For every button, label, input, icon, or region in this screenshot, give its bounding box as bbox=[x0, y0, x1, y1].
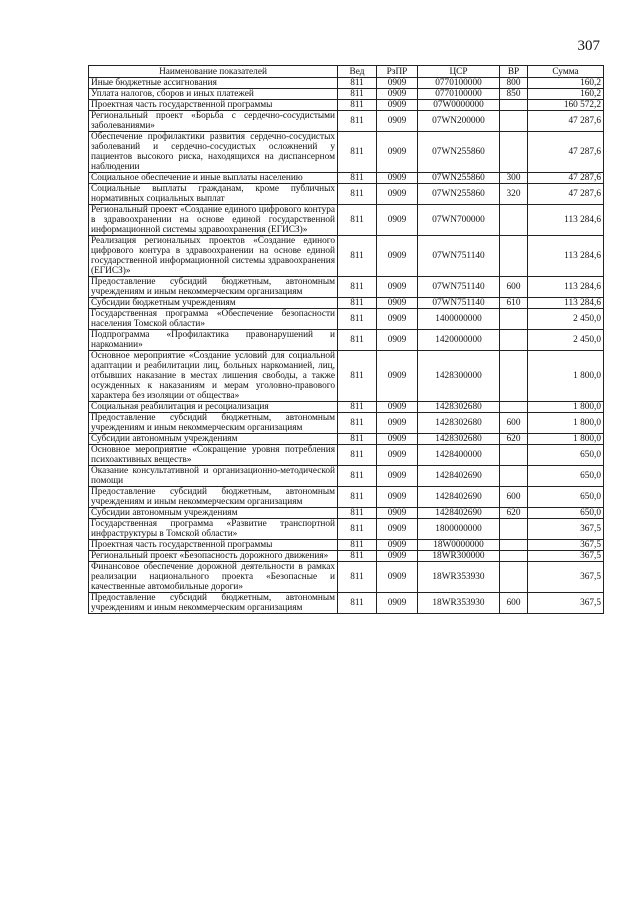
table-row bbox=[89, 487, 604, 508]
cell-csr: 07WN255860 bbox=[418, 173, 500, 184]
table-row bbox=[89, 78, 604, 89]
cell-vr bbox=[500, 309, 528, 330]
cell-vr: 850 bbox=[500, 89, 528, 100]
table-row bbox=[89, 562, 604, 593]
cell-csr: 1428402690 bbox=[418, 487, 500, 508]
cell-name: Основное мероприятие «Создание условий для социальной адаптации и реабилитации лиц, больных наркоманией, лиц, отбывших наказание в местах лишения свободы, а также осужденных к наказаниям и мерам уголовно-правового характера без изоляции от общества» bbox=[89, 351, 338, 402]
cell-sum: 1 800,0 bbox=[528, 402, 604, 413]
table-row bbox=[89, 205, 604, 236]
cell-rzpr: 0909 bbox=[377, 111, 418, 132]
cell-sum: 650,0 bbox=[528, 466, 604, 487]
table-row bbox=[89, 434, 604, 445]
table-row bbox=[89, 298, 604, 309]
cell-csr: 07WN255860 bbox=[418, 132, 500, 173]
cell-name: Субсидии бюджетным учреждениям bbox=[89, 298, 338, 309]
table-body bbox=[89, 78, 604, 614]
cell-sum: 113 284,6 bbox=[528, 236, 604, 277]
cell-ved: 811 bbox=[338, 413, 377, 434]
table-row bbox=[89, 413, 604, 434]
cell-csr: 1428302680 bbox=[418, 434, 500, 445]
cell-name: Региональный проект «Борьба с сердечно-сосудистыми заболеваниями» bbox=[89, 111, 338, 132]
cell-sum: 160 572,2 bbox=[528, 100, 604, 111]
cell-name: Оказание консультативной и организационно-методической помощи bbox=[89, 466, 338, 487]
cell-rzpr: 0909 bbox=[377, 78, 418, 89]
cell-sum: 113 284,6 bbox=[528, 298, 604, 309]
cell-rzpr: 0909 bbox=[377, 89, 418, 100]
cell-csr: 07WN255860 bbox=[418, 184, 500, 205]
cell-rzpr: 0909 bbox=[377, 551, 418, 562]
cell-name: Уплата налогов, сборов и иных платежей bbox=[89, 89, 338, 100]
table-row bbox=[89, 309, 604, 330]
cell-ved: 811 bbox=[338, 351, 377, 402]
cell-csr: 1428300000 bbox=[418, 351, 500, 402]
cell-name: Социальная реабилитация и ресоциализация bbox=[89, 402, 338, 413]
cell-sum: 47 287,6 bbox=[528, 173, 604, 184]
table-row bbox=[89, 173, 604, 184]
cell-sum: 160,2 bbox=[528, 78, 604, 89]
cell-rzpr: 0909 bbox=[377, 173, 418, 184]
cell-vr: 610 bbox=[500, 298, 528, 309]
cell-sum: 113 284,6 bbox=[528, 277, 604, 298]
cell-name: Проектная часть государственной программы bbox=[89, 100, 338, 111]
cell-name: Субсидии автономным учреждениям bbox=[89, 508, 338, 519]
cell-csr: 07WN751140 bbox=[418, 298, 500, 309]
cell-name: Предоставление субсидий бюджетным, автономным учреждениям и иным некоммерческим организациям bbox=[89, 593, 338, 614]
page-number: 307 bbox=[577, 38, 600, 54]
cell-vr bbox=[500, 466, 528, 487]
cell-csr: 0770100000 bbox=[418, 89, 500, 100]
header-row bbox=[89, 66, 604, 78]
cell-sum: 1 800,0 bbox=[528, 413, 604, 434]
cell-ved: 811 bbox=[338, 100, 377, 111]
cell-ved: 811 bbox=[338, 309, 377, 330]
cell-csr: 07WN751140 bbox=[418, 236, 500, 277]
table-row bbox=[89, 100, 604, 111]
cell-vr bbox=[500, 445, 528, 466]
cell-ved: 811 bbox=[338, 89, 377, 100]
cell-sum: 650,0 bbox=[528, 445, 604, 466]
cell-rzpr: 0909 bbox=[377, 277, 418, 298]
cell-name: Предоставление субсидий бюджетным, автономным учреждениям и иным некоммерческим организациям bbox=[89, 277, 338, 298]
cell-name: Предоставление субсидий бюджетным, автономным учреждениям и иным некоммерческим организациям bbox=[89, 413, 338, 434]
cell-rzpr: 0909 bbox=[377, 508, 418, 519]
cell-vr bbox=[500, 562, 528, 593]
cell-sum: 47 287,6 bbox=[528, 132, 604, 173]
cell-ved: 811 bbox=[338, 562, 377, 593]
cell-rzpr: 0909 bbox=[377, 466, 418, 487]
cell-csr: 1428402690 bbox=[418, 508, 500, 519]
table-row bbox=[89, 89, 604, 100]
cell-rzpr: 0909 bbox=[377, 445, 418, 466]
header-rzpr: РзПР bbox=[377, 66, 418, 78]
budget-table bbox=[88, 65, 604, 614]
cell-sum: 47 287,6 bbox=[528, 111, 604, 132]
table-row bbox=[89, 132, 604, 173]
cell-ved: 811 bbox=[338, 593, 377, 614]
cell-csr: 07WN751140 bbox=[418, 277, 500, 298]
cell-csr: 1428402690 bbox=[418, 466, 500, 487]
table-row bbox=[89, 351, 604, 402]
cell-sum: 2 450,0 bbox=[528, 330, 604, 351]
cell-vr bbox=[500, 551, 528, 562]
cell-name: Обеспечение профилактики развития сердечно-сосудистых заболеваний и сердечно-сосудистых осложнений у пациентов высокого риска, находящихся на диспансерном наблюдении bbox=[89, 132, 338, 173]
cell-sum: 1 800,0 bbox=[528, 434, 604, 445]
cell-csr: 1400000000 bbox=[418, 309, 500, 330]
cell-rzpr: 0909 bbox=[377, 487, 418, 508]
cell-csr: 18W0000000 bbox=[418, 540, 500, 551]
cell-sum: 367,5 bbox=[528, 593, 604, 614]
cell-vr: 600 bbox=[500, 487, 528, 508]
cell-ved: 811 bbox=[338, 330, 377, 351]
cell-rzpr: 0909 bbox=[377, 562, 418, 593]
cell-ved: 811 bbox=[338, 173, 377, 184]
cell-ved: 811 bbox=[338, 277, 377, 298]
cell-rzpr: 0909 bbox=[377, 593, 418, 614]
cell-ved: 811 bbox=[338, 402, 377, 413]
cell-sum: 160,2 bbox=[528, 89, 604, 100]
cell-sum: 650,0 bbox=[528, 508, 604, 519]
cell-csr: 07W0000000 bbox=[418, 100, 500, 111]
cell-name: Субсидии автономным учреждениям bbox=[89, 434, 338, 445]
cell-sum: 367,5 bbox=[528, 562, 604, 593]
header-csr: ЦСР bbox=[418, 66, 500, 78]
cell-sum: 1 800,0 bbox=[528, 351, 604, 402]
table-row bbox=[89, 519, 604, 540]
header-sum: Сумма bbox=[528, 66, 604, 78]
cell-csr: 07WN700000 bbox=[418, 205, 500, 236]
cell-ved: 811 bbox=[338, 132, 377, 173]
cell-vr bbox=[500, 205, 528, 236]
cell-name: Реализация региональных проектов «Создание единого цифрового контура в здравоохранении на основе единой государственной информационной системы здравоохранения (ЕГИСЗ)» bbox=[89, 236, 338, 277]
cell-vr: 600 bbox=[500, 413, 528, 434]
cell-ved: 811 bbox=[338, 78, 377, 89]
cell-csr: 07WN200000 bbox=[418, 111, 500, 132]
cell-name: Социальные выплаты гражданам, кроме публичных нормативных социальных выплат bbox=[89, 184, 338, 205]
cell-name: Иные бюджетные ассигнования bbox=[89, 78, 338, 89]
cell-name: Предоставление субсидий бюджетным, автономным учреждениям и иным некоммерческим организациям bbox=[89, 487, 338, 508]
table-row bbox=[89, 402, 604, 413]
cell-vr bbox=[500, 402, 528, 413]
header-name: Наименование показателей bbox=[89, 66, 338, 78]
cell-name: Социальное обеспечение и иные выплаты населению bbox=[89, 173, 338, 184]
cell-csr: 18WR353930 bbox=[418, 562, 500, 593]
cell-vr bbox=[500, 330, 528, 351]
cell-name: Государственная программа «Обеспечение безопасности населения Томской области» bbox=[89, 309, 338, 330]
cell-name: Проектная часть государственной программы bbox=[89, 540, 338, 551]
cell-vr: 620 bbox=[500, 434, 528, 445]
table-row bbox=[89, 330, 604, 351]
cell-vr bbox=[500, 540, 528, 551]
cell-rzpr: 0909 bbox=[377, 100, 418, 111]
cell-rzpr: 0909 bbox=[377, 184, 418, 205]
cell-sum: 367,5 bbox=[528, 540, 604, 551]
cell-ved: 811 bbox=[338, 466, 377, 487]
cell-vr bbox=[500, 132, 528, 173]
cell-ved: 811 bbox=[338, 434, 377, 445]
table-row bbox=[89, 236, 604, 277]
cell-rzpr: 0909 bbox=[377, 132, 418, 173]
cell-vr bbox=[500, 236, 528, 277]
cell-ved: 811 bbox=[338, 551, 377, 562]
cell-sum: 650,0 bbox=[528, 487, 604, 508]
cell-ved: 811 bbox=[338, 205, 377, 236]
cell-ved: 811 bbox=[338, 236, 377, 277]
table-row bbox=[89, 184, 604, 205]
cell-vr: 320 bbox=[500, 184, 528, 205]
cell-vr: 600 bbox=[500, 277, 528, 298]
cell-ved: 811 bbox=[338, 487, 377, 508]
table-row bbox=[89, 551, 604, 562]
cell-rzpr: 0909 bbox=[377, 351, 418, 402]
table-row bbox=[89, 111, 604, 132]
cell-ved: 811 bbox=[338, 298, 377, 309]
cell-sum: 2 450,0 bbox=[528, 309, 604, 330]
cell-name: Региональный проект «Безопасность дорожного движения» bbox=[89, 551, 338, 562]
header-vr: ВР bbox=[500, 66, 528, 78]
cell-rzpr: 0909 bbox=[377, 413, 418, 434]
cell-rzpr: 0909 bbox=[377, 309, 418, 330]
table-row bbox=[89, 445, 604, 466]
cell-rzpr: 0909 bbox=[377, 540, 418, 551]
cell-csr: 1420000000 bbox=[418, 330, 500, 351]
cell-vr: 800 bbox=[500, 78, 528, 89]
cell-rzpr: 0909 bbox=[377, 519, 418, 540]
cell-name: Государственная программа «Развитие транспортной инфраструктуры в Томской области» bbox=[89, 519, 338, 540]
table-row bbox=[89, 466, 604, 487]
cell-vr bbox=[500, 519, 528, 540]
cell-csr: 1428302680 bbox=[418, 402, 500, 413]
cell-ved: 811 bbox=[338, 184, 377, 205]
cell-vr bbox=[500, 111, 528, 132]
cell-vr bbox=[500, 100, 528, 111]
cell-csr: 18WR353930 bbox=[418, 593, 500, 614]
cell-rzpr: 0909 bbox=[377, 330, 418, 351]
cell-rzpr: 0909 bbox=[377, 402, 418, 413]
cell-name: Финансовое обеспечение дорожной деятельности в рамках реализации национального проекта «Безопасные и качественные автомобильные дороги» bbox=[89, 562, 338, 593]
table-row bbox=[89, 593, 604, 614]
cell-csr: 0770100000 bbox=[418, 78, 500, 89]
cell-rzpr: 0909 bbox=[377, 236, 418, 277]
cell-name: Основное мероприятие «Сокращение уровня потребления психоактивных веществ» bbox=[89, 445, 338, 466]
cell-name: Региональный проект «Создание единого цифрового контура в здравоохранении на основе единой государственной информационной системы здравоохранения (ЕГИСЗ)» bbox=[89, 205, 338, 236]
cell-vr: 600 bbox=[500, 593, 528, 614]
cell-name: Подпрограмма «Профилактика правонарушений и наркомании» bbox=[89, 330, 338, 351]
cell-sum: 367,5 bbox=[528, 551, 604, 562]
cell-csr: 18WR300000 bbox=[418, 551, 500, 562]
cell-rzpr: 0909 bbox=[377, 205, 418, 236]
table-row bbox=[89, 540, 604, 551]
cell-vr: 620 bbox=[500, 508, 528, 519]
cell-ved: 811 bbox=[338, 445, 377, 466]
cell-csr: 1428400000 bbox=[418, 445, 500, 466]
table-row bbox=[89, 508, 604, 519]
cell-sum: 47 287,6 bbox=[528, 184, 604, 205]
cell-ved: 811 bbox=[338, 540, 377, 551]
table-header bbox=[89, 66, 604, 78]
cell-ved: 811 bbox=[338, 508, 377, 519]
cell-csr: 1428302680 bbox=[418, 413, 500, 434]
cell-rzpr: 0909 bbox=[377, 434, 418, 445]
cell-ved: 811 bbox=[338, 519, 377, 540]
cell-rzpr: 0909 bbox=[377, 298, 418, 309]
cell-sum: 113 284,6 bbox=[528, 205, 604, 236]
cell-vr bbox=[500, 351, 528, 402]
cell-ved: 811 bbox=[338, 111, 377, 132]
cell-sum: 367,5 bbox=[528, 519, 604, 540]
cell-csr: 1800000000 bbox=[418, 519, 500, 540]
cell-vr: 300 bbox=[500, 173, 528, 184]
header-ved: Вед bbox=[338, 66, 377, 78]
table-row bbox=[89, 277, 604, 298]
